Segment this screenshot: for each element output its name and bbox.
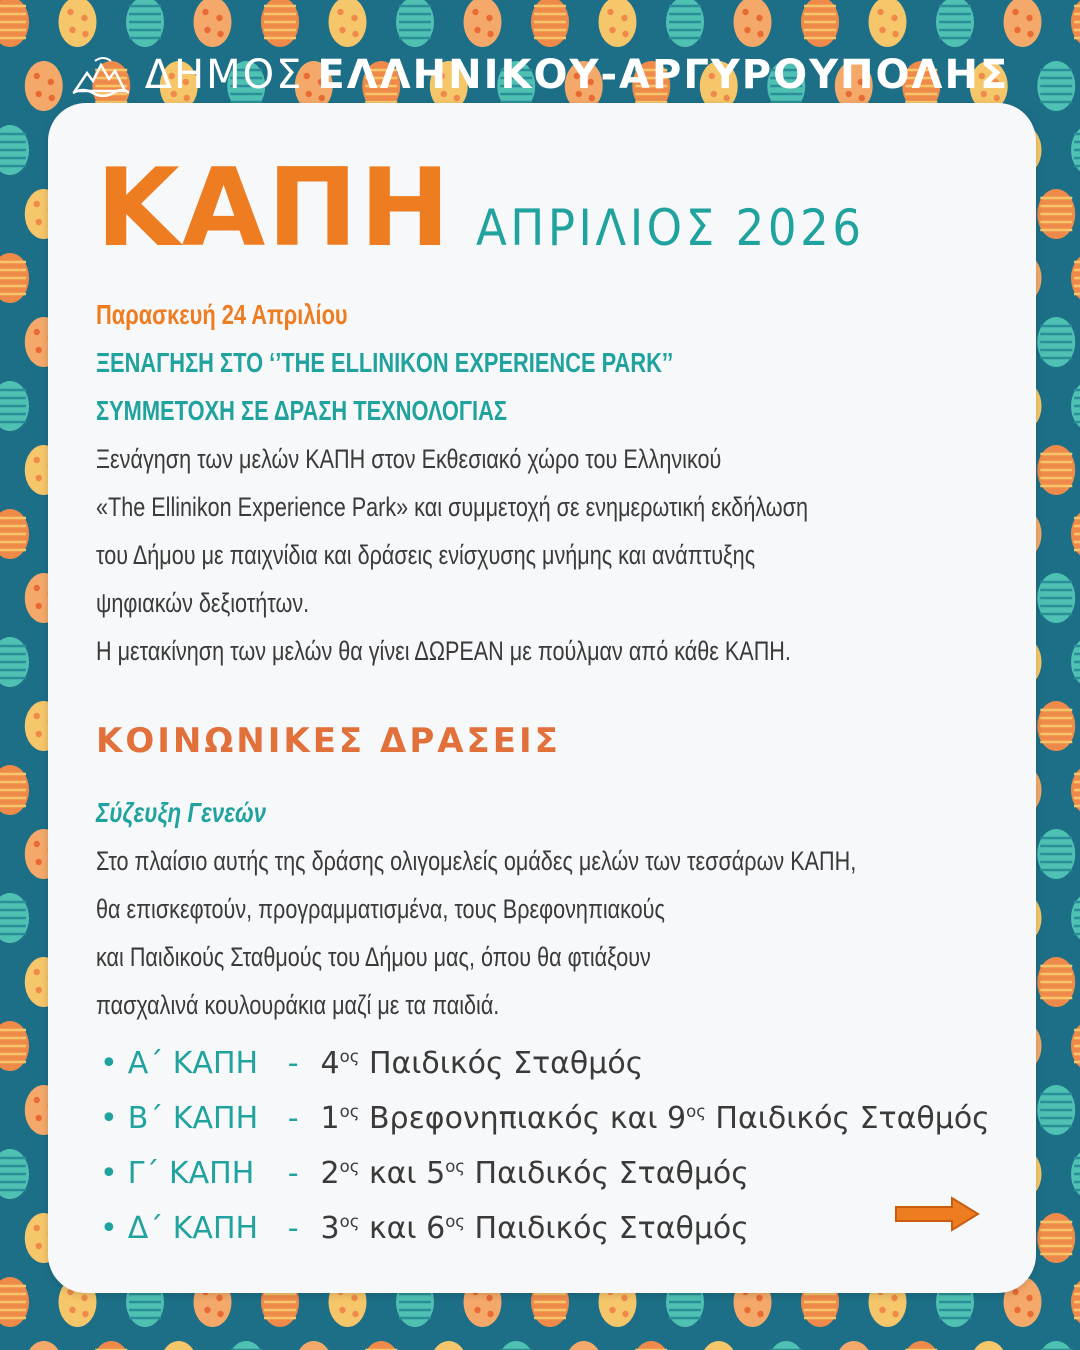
social-text-line: πασχαλινά κουλουράκια μαζί με τα παιδιά. [96,990,500,1020]
municipality-prefix: ΔΗΜΟΣ [144,52,304,98]
easter-egg [1037,829,1075,879]
easter-egg [1037,1341,1075,1350]
easter-egg [92,1341,130,1350]
easter-egg [0,1149,29,1199]
social-text-line: Στο πλαίσιο αυτής της δράσης ολιγομελείς ομάδες μελών των τεσσάρων ΚΑΠΗ, [96,846,857,876]
city-wave-logo-icon [71,53,129,97]
social-subtitle: Σύζευξη Γενεών [96,797,267,828]
easter-egg [1071,637,1080,687]
easter-egg [160,1341,198,1350]
list-item [100,1198,1000,1253]
assignment-desc: $2^{o\varsigma}$ και $5^{o\varsigma}$ Παιδικός Σταθμός [320,1156,749,1191]
event-text-line: Η μετακίνηση των μελών θα γίνει ΔΩΡΕΑΝ με πούλμαν από κάθε ΚΑΠΗ. [96,636,791,666]
event-text-line: ψηφιακών δεξιοτήτων. [96,588,310,618]
easter-egg [1071,125,1080,175]
event-headline-1: ΞΕΝΑΓΗΣΗ ΣΤΟ ‘’THE ELLINIKON EXPERIENCE PARK’’ [96,347,674,378]
social-actions-title: ΚΟΙΝΩΝΙΚΕΣ ΔΡΑΣΕΙΣ [96,721,561,761]
municipality-title: ΕΛΛΗΝΙΚΟΥ-ΑΡΓΥΡΟΥΠΟΛΗΣ [317,52,1010,98]
easter-egg [362,1341,400,1350]
easter-egg [970,1341,1008,1350]
social-text-line: και Παιδικούς Σταθμούς του Δήμου μας, όπου θα φτιάξουν [96,942,651,972]
kapi-label: Α΄ ΚΑΠΗ [127,1046,259,1081]
easter-egg [835,1341,873,1350]
dash: - [287,1156,299,1191]
social-text-line: θα επισκεφτούν, προγραμματισμένα, τους Βρεφονηπιακούς [96,894,665,924]
arrow-right-icon[interactable] [894,1196,980,1232]
event-section [96,291,1026,1029]
content-card [48,103,1036,1293]
easter-egg [1037,189,1075,239]
easter-egg [1071,765,1080,815]
easter-egg [0,1277,29,1327]
easter-egg [0,381,29,431]
list-item [100,1143,1000,1198]
event-text-line: Ξενάγηση των μελών ΚΑΠΗ στον Εκθεσιακό χώρο του Ελληνικού [96,444,722,474]
kapi-label: Δ΄ ΚΑΠΗ [127,1211,259,1246]
list-item [100,1088,1000,1143]
easter-egg [227,1341,265,1350]
easter-egg [632,1341,670,1350]
assignment-desc: $3^{o\varsigma}$ και $6^{o\varsigma}$ Παιδικός Σταθμός [320,1211,749,1246]
easter-egg [1037,317,1075,367]
easter-egg [1037,1213,1075,1263]
easter-egg [295,1341,333,1350]
easter-egg [0,893,29,943]
dash: - [287,1101,299,1136]
page-title: ΚΑΠΗ [96,146,453,271]
easter-egg [902,1341,940,1350]
easter-egg [0,1021,29,1071]
easter-egg [700,1341,738,1350]
dash: - [287,1211,299,1246]
easter-egg [1037,957,1075,1007]
title-row [96,146,908,275]
municipality-name [145,52,1010,98]
event-text-line: του Δήμου με παιχνίδια και δράσεις ενίσχυσης μνήμης και ανάπτυξης [96,540,756,570]
easter-egg [1071,509,1080,559]
easter-egg [767,1341,805,1350]
easter-egg [25,1341,63,1350]
easter-egg [1037,573,1075,623]
bullet: • [100,1211,118,1246]
kapi-label: Β΄ ΚΑΠΗ [127,1101,259,1136]
assignment-desc: $1^{o\varsigma}$ Βρεφονηπιακός και $9^{o\varsigma}$ Παιδικός Σταθμός [320,1101,990,1136]
easter-egg [1071,1277,1080,1327]
easter-egg [0,253,29,303]
easter-egg [1037,701,1075,751]
easter-egg [1037,1085,1075,1135]
easter-egg [1071,381,1080,431]
easter-egg [1071,1021,1080,1071]
easter-egg [1037,445,1075,495]
kapi-label: Γ΄ ΚΑΠΗ [127,1156,255,1191]
dash: - [287,1046,299,1081]
easter-egg [0,125,29,175]
bullet: • [100,1156,118,1191]
list-item [100,1033,1000,1088]
assignment-list [100,1033,1000,1253]
assignment-desc: $4^{o\varsigma}$ Παιδικός Σταθμός [320,1046,644,1081]
bullet: • [100,1046,118,1081]
bullet: • [100,1101,118,1136]
easter-egg [1071,1149,1080,1199]
month-title: ΑΠΡΙΛΙΟΣ 2026 [476,199,865,257]
easter-egg [1071,253,1080,303]
easter-egg [0,765,29,815]
easter-egg [430,1341,468,1350]
easter-egg [565,1341,603,1350]
easter-egg [0,509,29,559]
easter-egg [0,637,29,687]
event-text-line: «The Ellinikon Experience Park» και συμμετοχή σε ενημερωτική εκδήλωση [96,492,809,522]
easter-egg [497,1341,535,1350]
municipality-header [0,40,1080,110]
easter-egg [1071,893,1080,943]
event-headline-2: ΣΥΜΜΕΤΟΧΗ ΣΕ ΔΡΑΣΗ ΤΕΧΝΟΛΟΓΙΑΣ [96,395,507,426]
event-date: Παρασκευή 24 Απριλίου [96,299,348,330]
